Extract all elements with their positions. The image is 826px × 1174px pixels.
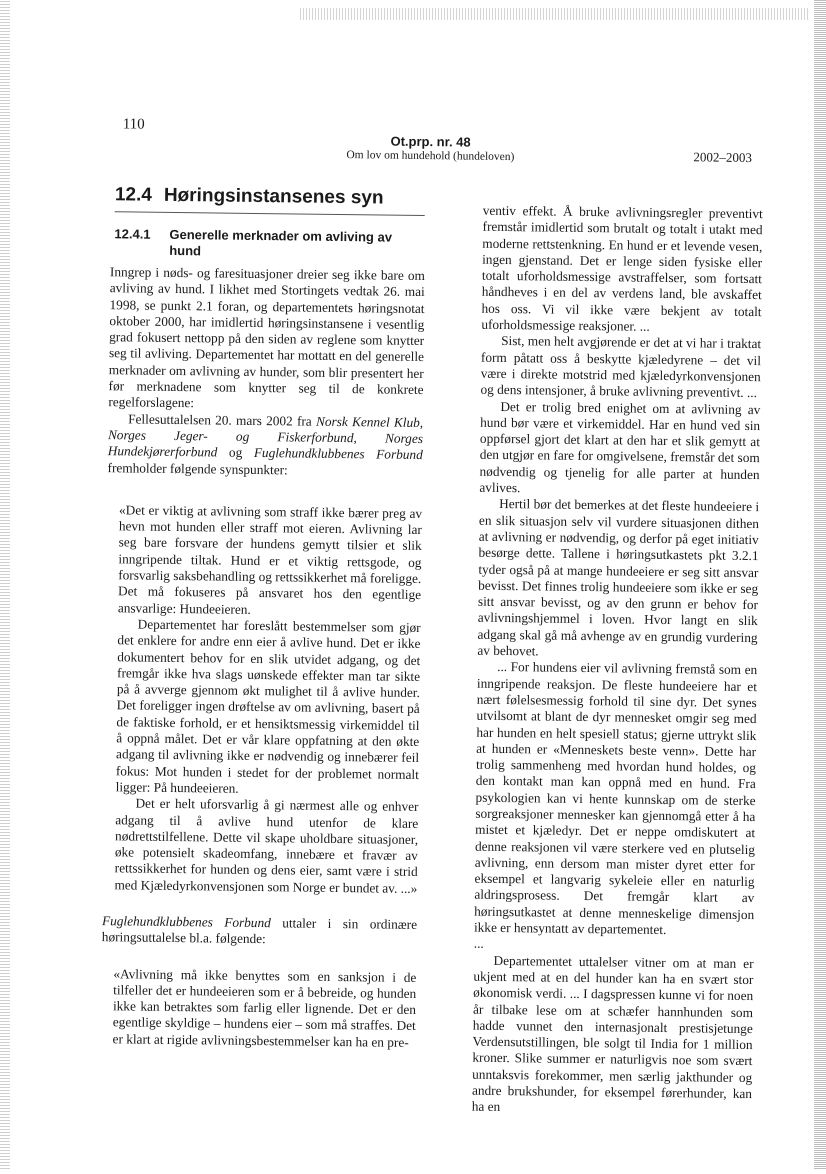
quote-paragraph: «Det er viktig at avlivning som straff ikke bærer preg av hevn mot hunden eller straff mot eieren. Avlivning lar seg bare forsvare der hundens gemytt tilsier et slik inngripende tiltak. Hund er et viktig rettsgode, og forsvarlig saksbehandling og rettssikkerhet må foreligge. Det må fokuseres på ansvaret hos den egentlige ansvarlige: Hundeeieren. xyxy=(117,502,423,617)
quote-block-2 xyxy=(113,966,417,1051)
subsection-heading xyxy=(114,226,424,262)
quote-paragraph: Det er trolig bred enighet om at avlivning av hund bør være et virkemiddel. Har en hund ved sin oppførsel gjort det klart at den har et slik gemytt at den utgjør en fare for omgivelsene, fremstår det som nødvendig og tjenelig for alle parter at hunden avlives. xyxy=(479,398,761,496)
left-paragraph-2 xyxy=(107,411,423,480)
running-header-subtitle: Om lov om hundehold (hundeloven) xyxy=(346,149,515,164)
section-title: Høringsinstansenes syn xyxy=(163,184,384,209)
running-header-title: Ot.prp. nr. 48 xyxy=(390,133,471,150)
quote-ellipsis: ... xyxy=(473,936,484,952)
left-paragraph-3 xyxy=(102,913,417,949)
organisation-names: Norsk Kennel Klub, Norges Jeger- og Fiskerforbund, Norges Hundekjørerforbund xyxy=(107,413,424,460)
section-number: 12.4 xyxy=(114,184,153,206)
left-paragraph-1: Inngrep i nøds- og faresituasjoner dreier seg ikke bare om avliving av hund. I likhet med Stortingets vedtak 26. mai 1998, se punkt 2.1 foran, og departementets høringsnotat oktober 2000, har imidlertid høringsinstansene i vesentlig grad fokusert nettopp på den siden av reglene som knytter seg til avliving. Departementet har mottatt en del generelle merknader om avlivning av hunder, som blir presentert her før merknadene som knytter seg til de konkrete regelforslagene: xyxy=(108,264,426,411)
quote-block-1 xyxy=(114,502,422,897)
right-column xyxy=(460,203,763,1119)
section-rule xyxy=(115,211,425,216)
page-number: 110 xyxy=(122,116,145,133)
quote-paragraph: ventiv effekt. Å bruke avlivningsregler preventivt fremstår imidlertid som brutalt og totalt i utakt med moderne rettstenkning. En hund er et levende vesen, ingen gjenstand. Det er lenge siden fysiske eller totalt uforholdsmessige avstraffelser, som fortsatt håndheves i en del av verdens land, ble avskaffet hos oss. Vi vil ikke være bekjent av totalt uforholdsmessige reaksjoner. ... xyxy=(481,202,763,334)
text-run: fremholder følgende synspunkter: xyxy=(107,459,288,477)
quote-paragraph: Departementet har foreslått bestemmelser som gjør det enklere for andre enn eier å avlive hund. Det er ikke dokumentert behov for en slik utvidet adgang, og det fremgår ikke hva slags uønskede effekter man tar sikte på å avverge gjennom økt mulighet til å avlive hunder. Det foreligger ingen drøftelse av om avlivning, basert på de faktiske forhold, er et hensiktsmessig virkemiddel til å oppnå målet. Det er vår klare oppfatning at den økte adgang til avlivning ikke er nødvendig og innebærer feil fokus: Mot hunden i stedet for der problemet normalt ligger: På hundeeieren. xyxy=(115,616,421,796)
text-run: og xyxy=(217,444,254,461)
subsection-title: Generelle merknader om avliving av hund xyxy=(169,226,393,259)
quote-paragraph: Hertil bør det bemerkes at det fleste hundeeiere i en slik situasjon selv vil vurdere situasjonen dithen at avlivning er nødvendig, og derfor på eget initiativ besørge dette. Tallene i høringsutkastets pkt 3.2.1 tyder også på at mange hundeeiere er seg sitt ansvar bevisst. Det finnes trolig hundeeiere som ikke er seg sitt ansvar bevisst, og av den grunn er behov for avlivningshjemmel i loven. Hvor langt en slik adgang skal gå må avhenge av en grundig vurdering av behovet. xyxy=(477,496,760,659)
section-heading xyxy=(115,184,384,209)
organisation-name: Fuglehundklubbenes Forbund xyxy=(101,913,271,931)
text-run: Fellesuttalelsen 20. mars 2002 fra xyxy=(128,411,317,429)
running-header-years: 2002–2003 xyxy=(693,149,753,166)
quote-paragraph: Sist, men helt avgjørende er det at vi har i traktat form påtatt oss å beskytte kjæledyrene – det vil være i direkte motstrid med kjæledyrkonvensjonen og dens intensjoner, å bruke avlivning preventivt. ... xyxy=(480,333,762,401)
quote-paragraph: Departementet uttalelser vitner om at man er ukjent med at en del hunder kan ha en svært stor økonomisk verdi. ... I dagspressen kunne vi for noen år tilbake lese om at schæfer hannhunden som hadde vunnet den internasjonalt prestisjetunge Verdensutstillingen, ble solgt til India for 1 million kroner. Slike summer er naturligvis noe som svært unntaksvis forekommer, men særlig jakthunder og andre brukshunder, for eksempel førerhunder, kan ha en xyxy=(471,952,754,1115)
quote-paragraph: ... For hundens eier vil avlivning fremstå som en inngripende reaksjon. De fleste hundeeiere har et nært følelsesmessig forhold til sine dyr. Det synes utvilsomt at blant de dyr mennesket omgir seg med har hunden en helt spesiell status; gjerne uttrykt slik at hunden er «Menneskets beste venn». Dette har trolig sammenheng med hvordan hund holdes, og den kontakt man kan oppnå med en hund. Fra psykologien kan vi hente kunnskap om de sterke sorgreaksjoner mennesker kan gjennomgå etter å ha mistet et kjæledyr. Det er neppe omdiskutert at denne reaksjonen vil være sterkere ved en plutselig avlivning, enn dersom man mister dyret etter for eksempel et langvarig sykeleie eller en naturlig aldringsprosess. Det fremgår klart av høringsutkastet at denne menneskelige dimensjon ikke er hensyntatt av departementet. xyxy=(473,659,758,938)
subsection-number: 12.4.1 xyxy=(114,226,151,242)
left-column xyxy=(101,264,426,1051)
quote-block-2-continued xyxy=(472,203,763,1119)
organisation-name: Fuglehundklubbenes Forbund xyxy=(253,445,423,463)
quote-paragraph: Det er helt uforsvarlig å gi nærmest alle og enhver adgang til å avlive hund utenfor de klare nødrettstilfellene. Dette vil skape uholdbare situasjoner, øke potensielt skadeomfang, innebære et fravær av rettssikkerhet for hunden og dens eier, samt være i strid med Kjæledyrkonvensjonen som Norge er bundet av. ...» xyxy=(114,795,419,896)
text-run: uttaler i sin ordinære høringsuttalelse bl.a. følgende: xyxy=(101,915,418,947)
quote-paragraph: «Avlivning må ikke benyttes som en sanksjon i de tilfeller det er hundeeieren som er å bebreide, og hunden ikke kan betraktes som farlig eller lignende. Det er den egentlige skyldige – hundens eier – som må straffes. Det er klart at rigide avlivningsbestemmelser kan ha en pre- xyxy=(112,965,417,1050)
